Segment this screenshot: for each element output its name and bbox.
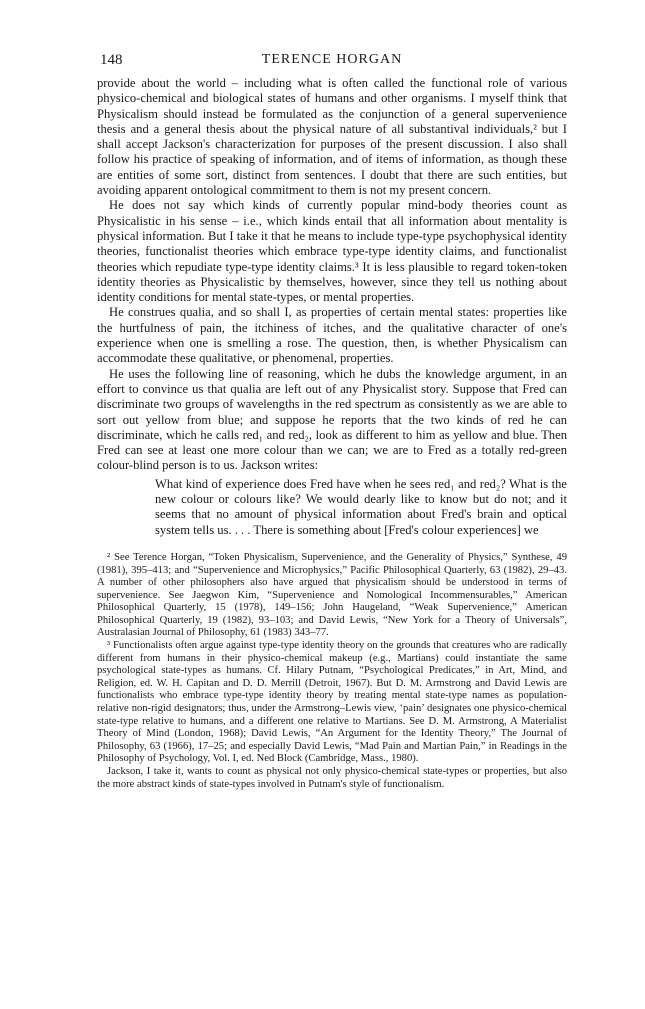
block-quote: What kind of experience does Fred have when he sees red₁ and red₂? What is the new colour or colours like? We would dearly like to know but do not; and it seems that no amount of physical information about Fred's brain and optical system tells us. . . . There is something about [Fred's colour experiences] we xyxy=(155,476,567,537)
book-page xyxy=(97,52,567,791)
footnote: Jackson, I take it, wants to count as physical not only physico-chemical state-types or properties, but also the more abstract kinds of state-types involved in Putnam's style of functionalism. xyxy=(97,766,567,790)
body-text xyxy=(97,76,567,538)
footnotes xyxy=(97,552,567,791)
paragraph: He does not say which kinds of currently popular mind-body theories count as Physicalistic in his sense – i.e., which kinds entail that all information about mentality is physical information. But I take it that he means to include type-type psychophysical identity theories, functionalist theories which embrace type-type identity claims, and functionalist theories which repudiate type-type identity claims.³ It is less plausible to regard token-token identity theories as Physicalistic by themselves, however, since they tell us nothing about identity conditions for mental state-types, or mental properties. xyxy=(97,198,567,305)
paragraph: He construes qualia, and so shall I, as properties of certain mental states: properties like the hurtfulness of pain, the itchiness of itches, and the qualitative character of one's experience when one is smelling a rose. The question, then, is whether Physicalism can accommodate these qualitative, or phenomenal, properties. xyxy=(97,305,567,366)
paragraph: He uses the following line of reasoning, which he dubs the knowledge argument, in an effort to convince us that qualia are left out of any Physicalist story. Suppose that Fred can discriminate two groups of wavelengths in the red spectrum as consistently as we are able to sort out yellow from blue; and suppose he reports that the two kinds of red he can discriminate, which he calls red₁ and red₂, look as different to him as yellow and blue. Then Fred can see at least one more colour than we can; we are to Fred as a totally red-green colour-blind person is to us. Jackson writes: xyxy=(97,366,567,473)
footnote: ³ Functionalists often argue against type-type identity theory on the grounds that creatures who are radically different from humans in their physico-chemical makeup (e.g., Martians) could instantiate the same psychological state-types as humans. Cf. Hilary Putnam, “Psychological Predicates,” in Art, Mind, and Religion, ed. W. H. Capitan and D. D. Merrill (Detroit, 1967). But D. M. Armstrong and David Lewis are functionalists who embrace type-type identity theory by treating mental state-type names as population-relative non-rigid designators; thus, under the Armstrong–Lewis view, ‘pain’ designates one physico-chemical state-type relative to humans, and a different one relative to Martians. See D. M. Armstrong, A Materialist Theory of Mind (London, 1968); David Lewis, “An Argument for the Identity Theory,” The Journal of Philosophy, 63 (1966), 17–25; and especially David Lewis, “Mad Pain and Martian Pain,” in Readings in the Philosophy of Psychology, Vol. I, ed. Ned Block (Cambridge, Mass., 1980). xyxy=(97,640,567,765)
page-header xyxy=(97,52,567,76)
paragraph: provide about the world – including what is often called the functional role of various physico-chemical and biological states of humans and other organisms. I myself think that Physicalism should instead be formulated as the conjunction of a general supervenience thesis and a general thesis about the physical nature of all substantival individuals,² but I shall accept Jackson's characterization for purposes of the present discussion. I also shall follow his practice of speaking of information, and of items of information, as though these are entities of some sort, distinct from sentences. I doubt that there are such entities, but avoiding apparent ontological commitment to them is not my present concern. xyxy=(97,76,567,198)
page-number: 148 xyxy=(100,52,123,68)
running-head: TERENCE HORGAN xyxy=(261,52,403,67)
footnote: ² See Terence Horgan, “Token Physicalism, Supervenience, and the Generality of Physics,” Synthese, 49 (1981), 395–413; and “Supervenience and Microphysics,” Pacific Philosophical Quarterly, 63 (1982), 29–43. A number of other philosophers also have argued that physicalism should be understood in terms of supervenience. See Jaegwon Kim, “Supervenience and Nomological Incommensurables,” American Philosophical Quarterly, 15 (1978), 149–156; John Haugeland, “Weak Supervenience,” American Philosophical Quarterly, 19 (1982), 93–103; and David Lewis, “New York for a Theory of Universals”, Australasian Journal of Philosophy, 61 (1983) 343–77. xyxy=(97,551,567,639)
